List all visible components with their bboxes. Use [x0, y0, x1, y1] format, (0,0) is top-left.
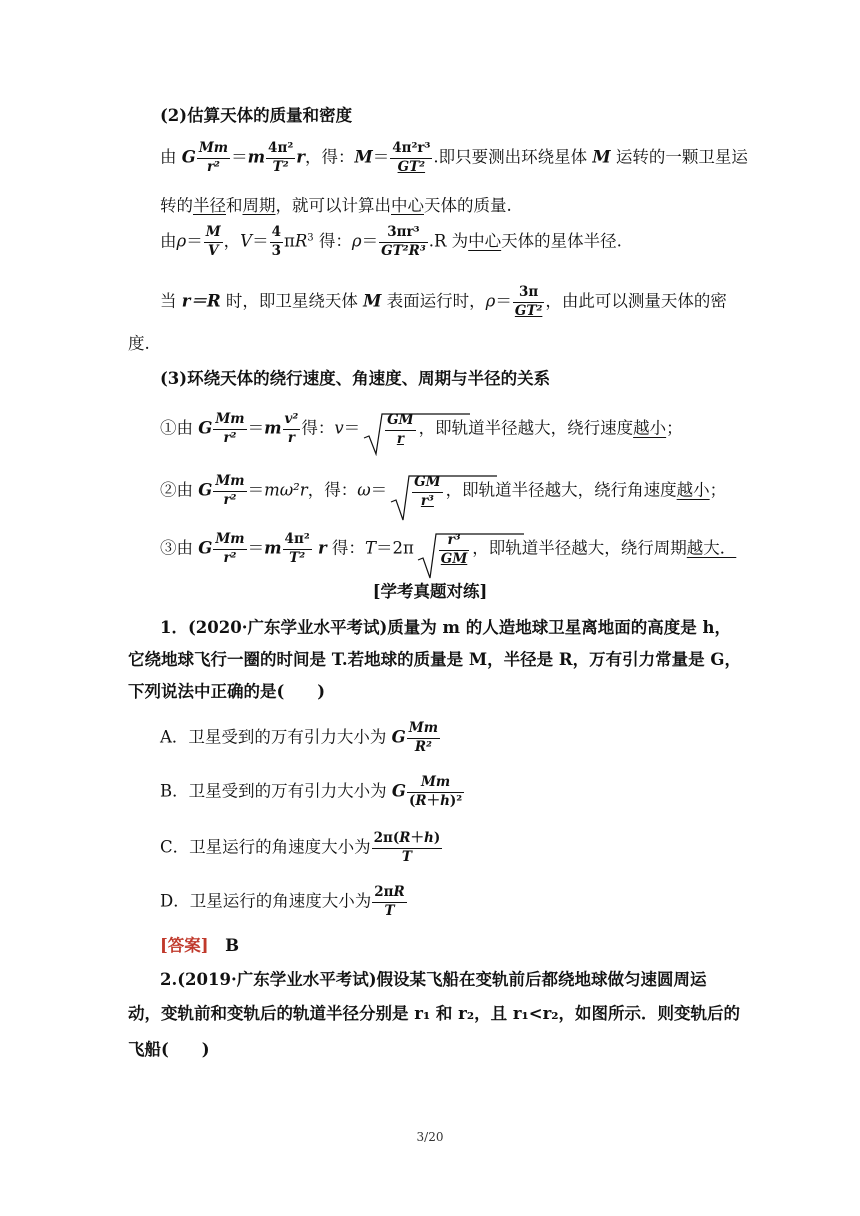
page-number: 3/20 [416, 1130, 444, 1144]
term-radius: 半径 [193, 196, 226, 215]
q2-line1: 2.(2019·广东学业水平考试)假设某飞船在变轨前后都绕地球做匀速圆周运 [160, 970, 707, 989]
q1-option-b: B．卫星受到的万有引力大小为 G $\frac{Mm}{\text{(R＋h)²}}$ [160, 774, 463, 809]
q1-line3: 下列说法中正确的是( ) [128, 682, 326, 701]
practice-title: [学考真题对练] [372, 582, 488, 601]
q2-line3: 飞船( ) [128, 1040, 210, 1059]
section2-heading: (2)估算天体的质量和密度 [160, 106, 353, 125]
term-period: 周期 [242, 196, 276, 215]
q1-option-c: C．卫星运行的角速度大小为 $\frac{2\pi(R+h)}{T}$ [160, 830, 441, 865]
density-surface-line: 当 r＝R 时，即卫星绕天体 M 表面运行时，ρ＝ $\frac{3\pi}{\text{GT²}}$ ，由此可以测量天体的密 [160, 284, 727, 319]
angular-velocity-relation-line: ②由 G $\frac{Mm}{\text{r²}}$ ＝mω²r，得：ω＝ $\frac{GM}{\text{r³}}$ ，即轨道半径越大，绕行角速度越小； [160, 474, 726, 508]
q1-line2: 它绕地球飞行一圈的时间是 T.若地球的质量是 M，半径是 R，万有引力常量是 G， [128, 650, 741, 669]
q1-line1: 1．(2020·广东学业水平考试)质量为 m 的人造地球卫星离地面的高度是 h， [160, 618, 731, 637]
density-surface-line-end: 度. [128, 334, 150, 353]
term-center: 中心 [391, 196, 424, 215]
q1-answer: [答案] B [160, 936, 240, 955]
mass-formula-line: 由 G $\frac{Mm}{\text{r²}}$ ＝m $\frac{\text{4π²}}{\text{T²}}$ r，得：M＝ $\frac{\text{4π²r³}}{\text{GT²}}$ .即只要测出环绕星体 M 运转的一颗卫星运 [160, 140, 748, 175]
section3-heading: (3)环绕天体的绕行速度、角速度、周期与半径的关系 [160, 369, 551, 388]
mass-explanation-line: 转的半径和周期，就可以计算出中心天体的质量. [160, 196, 512, 215]
q1-option-a: A．卫星受到的万有引力大小为 G $\frac{Mm}{\text{R²}}$ [160, 720, 438, 755]
q1-option-d: D．卫星运行的角速度大小为 $\frac{2\pi R}{T}$ [160, 884, 405, 919]
density-formula-line: 由ρ＝ $\frac{M}{V}$ ，V＝ $\frac{4}{3}$ $\pi R^3$ 得：ρ＝ $\frac{\text{3πr³}}{\text{GT²R³}}$ .R 为中心天体的星体半径. [160, 224, 622, 259]
q2-line2: 动，变轨前和变轨后的轨道半径分别是 r₁ 和 r₂，且 r₁<r₂，如图所示．则变轨后的 [128, 1004, 740, 1023]
period-relation-line: ③由 G $\frac{Mm}{\text{r²}}$ ＝m $\frac{\text{4π²}}{\text{T²}}$ r 得：T＝2π $\frac{\text{r³}}{GM}$ ，即轨道半径越大，绕行周期越大． [160, 532, 736, 566]
velocity-relation-line: ①由 G $\frac{Mm}{\text{r²}}$ ＝m $\frac{\text{v²}}{r}$ 得：v＝ $\frac{GM}{r}$ ，即轨道半径越大，绕行速度越小； [160, 412, 683, 446]
